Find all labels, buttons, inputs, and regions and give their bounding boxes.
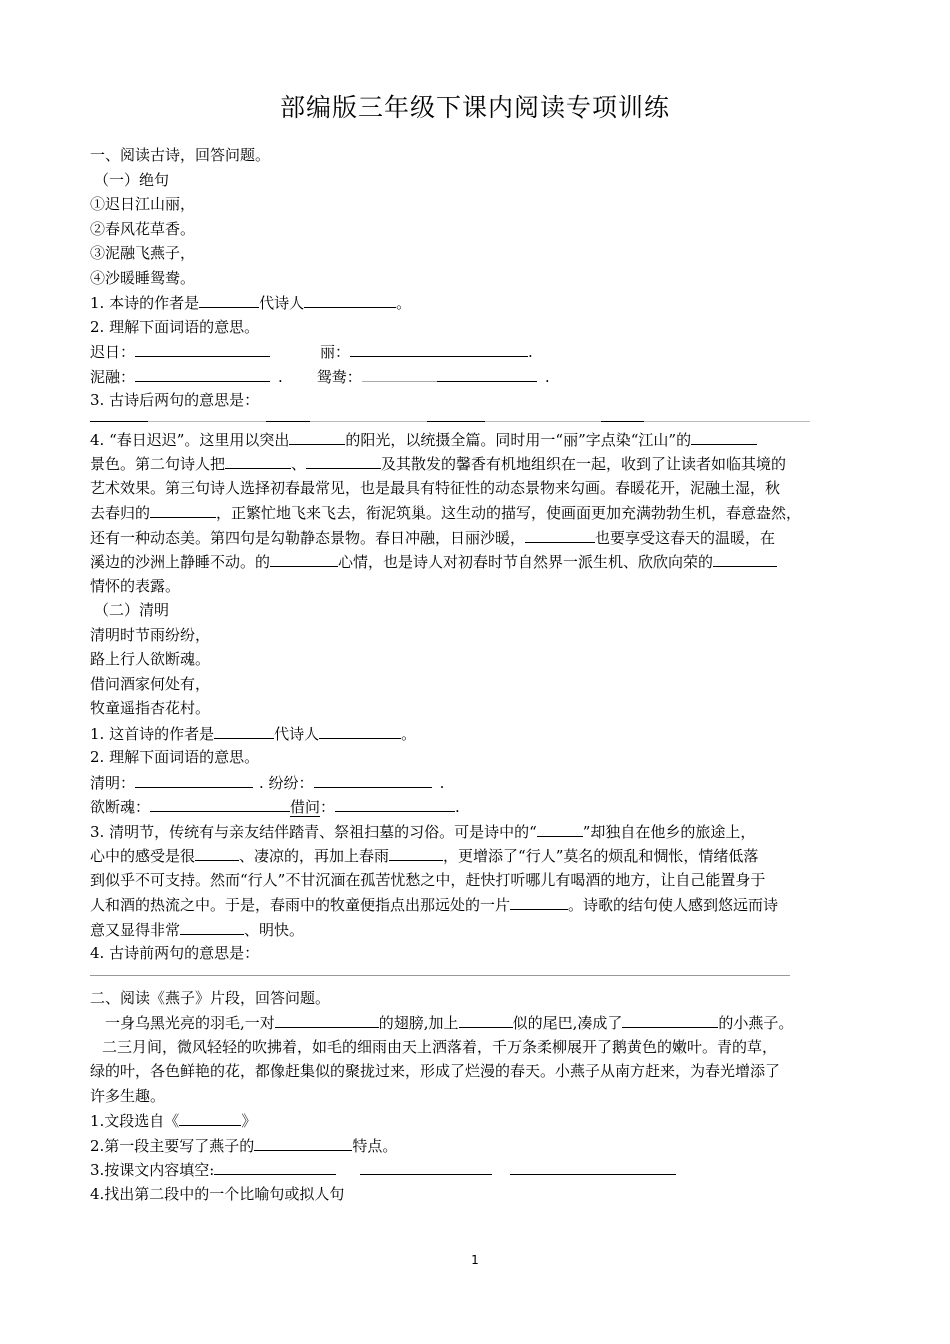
answer-blank[interactable] <box>304 290 396 308</box>
poem-1-vocab-row-2: 泥融： . 鸳鸯： . <box>90 364 860 389</box>
answer-blank[interactable] <box>335 794 455 812</box>
answer-blank[interactable] <box>691 427 757 445</box>
answer-blank[interactable] <box>622 1010 718 1028</box>
answer-blank[interactable] <box>195 843 239 861</box>
answer-blank[interactable] <box>713 549 777 567</box>
worksheet-content <box>90 143 860 1206</box>
poem-2-question-1: 1. 这首诗的作者是 代诗人 。 <box>90 721 860 746</box>
section-2-heading: 二、阅读《燕子》片段，回答问题。 <box>90 988 331 1007</box>
answer-blank[interactable] <box>510 892 568 910</box>
poem-1-line: ②春风花草香。 <box>90 219 196 238</box>
answer-blank[interactable] <box>270 549 338 567</box>
passage-paragraph-2: 二三月间，微风轻轻的吹拂着，如毛的细雨由天上洒落着，千万条柔柳展开了鹅黄色的嫩叶。青的草， 绿的叶，各色鲜艳的花，都像赶集似的聚拢过来，形成了烂漫的春天。小燕子从南方赶来，为春光增添了 许多生趣。 <box>90 1037 781 1105</box>
passage-question-3: 3.按课文内容填空: <box>90 1157 860 1182</box>
poem-2-line: 牧童遥指杏花村。 <box>90 699 211 717</box>
poem-1-line: ④沙暖睡鸳鸯。 <box>90 268 196 287</box>
passage-question-4: 4.找出第二段中的一个比喻句或拟人句 <box>90 1184 345 1203</box>
poem-1-question-1: 1. 本诗的作者是 代诗人 。 <box>90 290 860 315</box>
poem-1-answer-line[interactable] <box>90 413 860 427</box>
answer-blank[interactable] <box>214 721 274 739</box>
poem-1-question-4: 4. “春日迟迟”。这里用以突出 的阳光，以统摄全篇。同时用一“丽”字点染“江山”的 景色。第二句诗人把 、 及其散发的馨香有机地组织在一起，收到了让读者如临其境的 艺术效果。第三句诗人选择初春最常见，也是最具有特征性的动态景物来勾画。春暖花开，泥融土湿，秋 去春归的 ，正繁忙地飞来飞去，衔泥筑巢。这生动的描写，使画面更加充满勃勃生机，春意盎然， 还有一种动态美。第四句是勾勒静态景物。春日冲融，日丽沙暖， 也要享受这春天的温暖，在 溪边的沙洲上静睡不动。的 心情，也是诗人对初春时节自然界一派生机、欣欣向荣的 情怀的表露。 <box>90 427 860 599</box>
section-1-heading: 一、阅读古诗，回答问题。 <box>90 146 271 164</box>
poem-1-question-3: 3. 古诗后两句的意思是： <box>90 391 260 409</box>
poem-1-question-2: 2. 理解下面词语的意思。 <box>90 317 260 336</box>
answer-blank[interactable] <box>525 525 595 543</box>
answer-blank[interactable] <box>179 1108 241 1126</box>
poem-2-line: 借问酒家何处有， <box>90 674 211 693</box>
poem-2-line: 清明时节雨纷纷， <box>90 625 211 644</box>
passage-question-2: 2.第一段主要写了燕子的 特点。 <box>90 1133 860 1158</box>
poem-2-question-3: 3. 清明节，传统有与亲友结伴踏青、祭祖扫墓的习俗。可是诗中的“ ”却独自在他乡的旅途上， 心中的感受是很 、凄凉的，再加上春雨 ，更增添了“行人”莫名的烦乱和惆怅，情绪低落 到似乎不可支持。然而“行人”不甘沉湎在孤苦忧愁之中，赶快打听哪儿有喝酒的地方，让自己能置身于 人和酒的热流之中。于是，春雨中的牧童便指点出那远处的一片 。诗歌的结句使人感到悠远而诗 意又显得非常 、明快。 <box>90 819 860 942</box>
answer-blank[interactable] <box>362 364 437 382</box>
answer-blank[interactable] <box>510 1157 676 1175</box>
answer-blank[interactable] <box>437 364 537 382</box>
answer-blank[interactable] <box>135 770 253 788</box>
passage-question-1: 1.文段选自《 》 <box>90 1108 860 1133</box>
page-number: 1 <box>471 1253 479 1267</box>
poem-2-line: 路上行人欲断魂。 <box>90 650 211 668</box>
poem-1-vocab-row-1: 迟日： 丽： . <box>90 339 860 364</box>
answer-blank[interactable] <box>135 339 270 357</box>
answer-blank[interactable] <box>225 451 291 469</box>
answer-blank[interactable] <box>389 843 443 861</box>
answer-blank[interactable] <box>150 794 290 812</box>
answer-blank[interactable] <box>180 917 244 935</box>
answer-blank[interactable] <box>199 290 259 308</box>
answer-blank[interactable] <box>275 1010 379 1028</box>
answer-blank[interactable] <box>214 1157 336 1175</box>
passage-paragraph-1: 一身乌黑光亮的羽毛,一对 的翅膀,加上 似的尾巴,凑成了 的小燕子。 <box>90 1010 860 1035</box>
answer-blank[interactable] <box>306 451 381 469</box>
answer-blank[interactable] <box>537 819 583 837</box>
poem-2-answer-line[interactable] <box>90 974 790 976</box>
answer-blank[interactable] <box>135 364 270 382</box>
poem-2-vocab-row-1: 清明： . 纷纷： . <box>90 770 860 795</box>
poem-1-label: （一）绝句 <box>94 170 170 189</box>
answer-blank[interactable] <box>360 1157 492 1175</box>
page-title: 部编版三年级下课内阅读专项训练 <box>279 93 670 122</box>
answer-blank[interactable] <box>150 500 216 518</box>
poem-1-line: ③泥融飞燕子， <box>90 244 196 262</box>
poem-1-line: ①迟日江山丽， <box>90 195 196 213</box>
poem-2-vocab-row-2: 欲断魂： 借问： . <box>90 794 860 819</box>
answer-blank[interactable] <box>350 339 528 357</box>
poem-2-question-2: 2. 理解下面词语的意思。 <box>90 748 260 766</box>
poem-2-label: （二）清明 <box>94 601 170 619</box>
answer-blank[interactable] <box>314 770 432 788</box>
answer-blank[interactable] <box>319 721 401 739</box>
answer-blank[interactable] <box>254 1133 352 1151</box>
answer-blank[interactable] <box>289 427 345 445</box>
poem-2-question-4: 4. 古诗前两句的意思是： <box>90 944 260 962</box>
answer-blank[interactable] <box>459 1010 513 1028</box>
